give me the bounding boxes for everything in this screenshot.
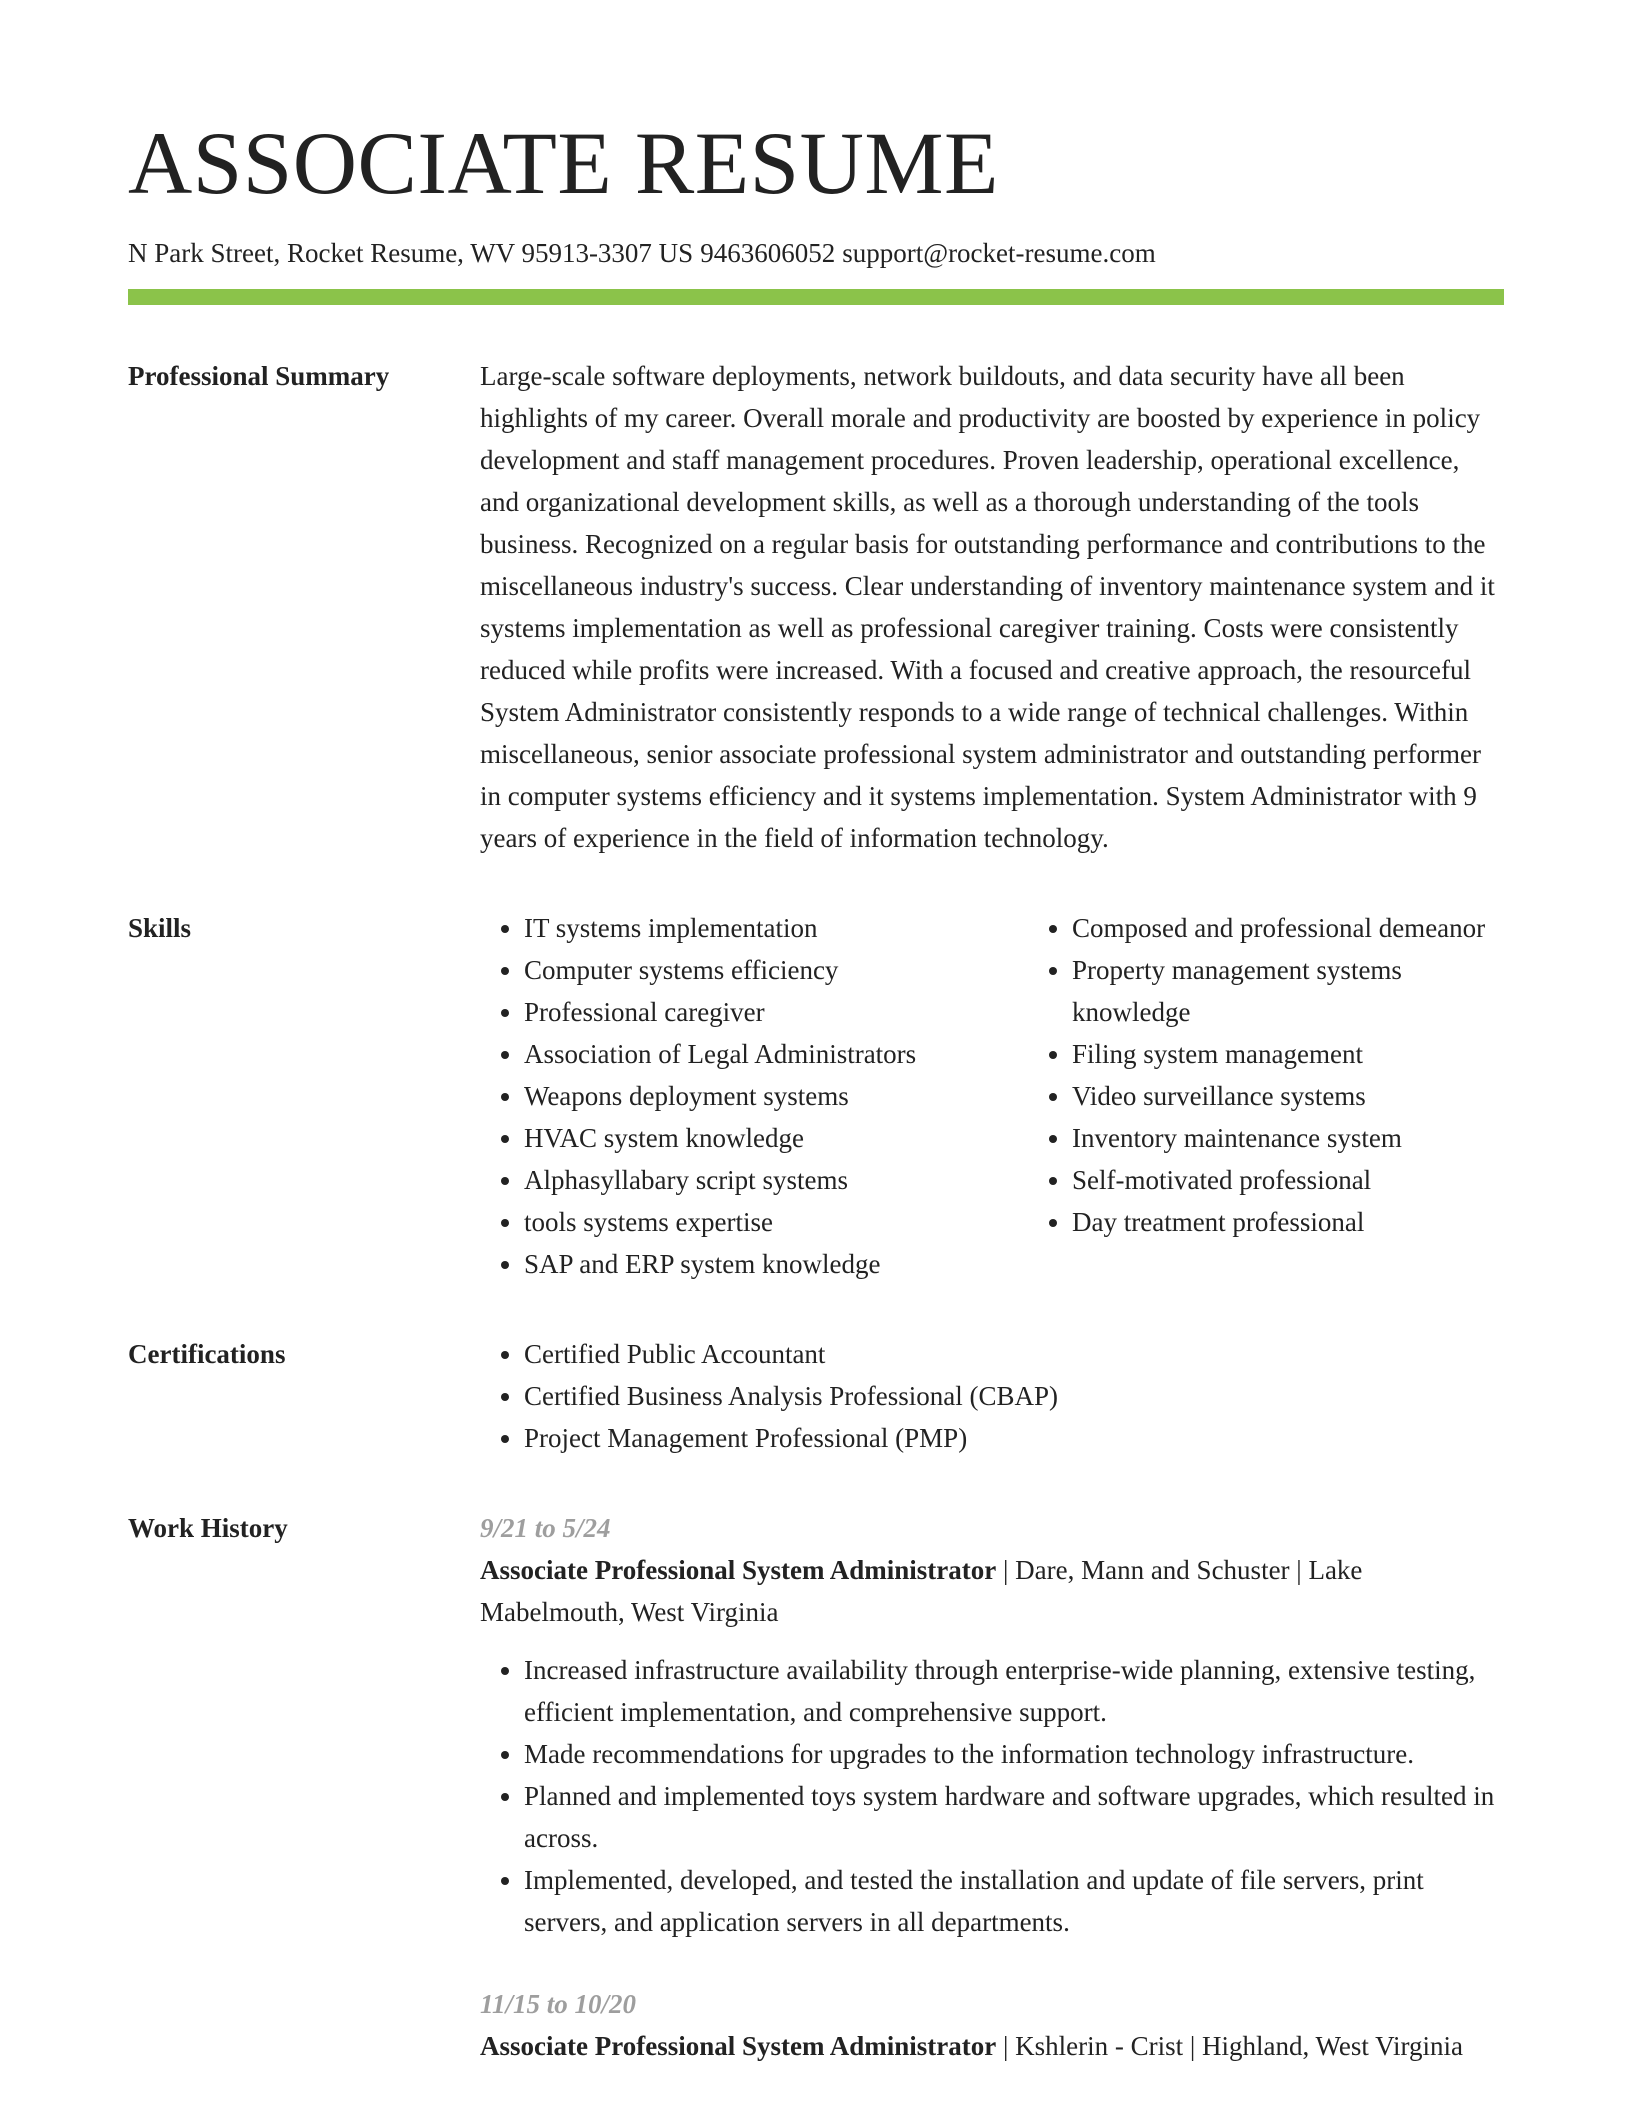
job-entry — [480, 1507, 1504, 1943]
resume-title: ASSOCIATE RESUME — [128, 115, 999, 213]
skill-item: • Day treatment professional — [1072, 1201, 1504, 1243]
skill-item: • Computer systems efficiency — [524, 949, 1028, 991]
contact-email[interactable]: support@rocket-resume.com — [842, 238, 1156, 268]
skill-item: • HVAC system knowledge — [524, 1117, 1028, 1159]
job-title: Associate Professional System Administrator — [480, 2031, 997, 2062]
job-dates: 9/21 to 5/24 — [480, 1513, 611, 1544]
skill-item: • Self-motivated professional — [1072, 1159, 1504, 1201]
job-details: | Kshlerin - Crist | Highland, West Virginia — [996, 2031, 1463, 2062]
skill-item: • Association of Legal Administrators — [524, 1033, 1028, 1075]
skills-list-column-2 — [1028, 907, 1504, 1285]
section-work-history — [128, 1507, 1504, 2107]
section-skills — [128, 907, 1504, 1285]
section-professional-summary — [128, 355, 1504, 859]
skill-item: • Alphasyllabary script systems — [524, 1159, 1028, 1201]
certifications-list — [480, 1333, 1504, 1459]
certification-item: • Certified Business Analysis Professional (CBAP) — [524, 1375, 1504, 1417]
skill-item: • Inventory maintenance system — [1072, 1117, 1504, 1159]
job-bullet: • Implemented, developed, and tested the installation and update of file servers, print servers, and application servers in all departments. — [524, 1859, 1504, 1943]
section-heading: Professional Summary — [128, 361, 390, 392]
job-dates: 11/15 to 10/20 — [480, 1989, 637, 2020]
skill-item: • Composed and professional demeanor — [1072, 907, 1504, 949]
contact-phone: 9463606052 — [700, 238, 836, 268]
job-header — [480, 1549, 1504, 1633]
skill-item: • SAP and ERP system knowledge — [524, 1243, 1028, 1285]
skill-item: • Property management systems knowledge — [1072, 949, 1504, 1033]
section-heading: Work History — [128, 1513, 288, 1544]
job-bullet: • Planned and implemented toys system hardware and software upgrades, which resulted in across. — [524, 1775, 1504, 1859]
job-bullet: • Made recommendations for upgrades to the information technology infrastructure. — [524, 1733, 1504, 1775]
skill-item: • IT systems implementation — [524, 907, 1028, 949]
skill-item: • Filing system management — [1072, 1033, 1504, 1075]
section-certifications — [128, 1333, 1504, 1459]
job-details: | Dare, Mann and Schuster | Lake Mabelmouth, West Virginia — [480, 1555, 1363, 1628]
job-bullets — [480, 1649, 1504, 1943]
job-entry — [480, 1983, 1504, 2067]
contact-line — [128, 237, 1504, 269]
job-bullet: • Increased infrastructure availability through enterprise-wide planning, extensive testing, efficient implementation, and comprehensive support. — [524, 1649, 1504, 1733]
section-heading: Certifications — [128, 1339, 286, 1370]
skill-item: • Weapons deployment systems — [524, 1075, 1028, 1117]
section-heading: Skills — [128, 913, 192, 944]
contact-address: N Park Street, Rocket Resume, WV 95913-3307 US — [128, 238, 694, 268]
skill-item: • Video surveillance systems — [1072, 1075, 1504, 1117]
skills-list-column-1 — [480, 907, 1028, 1285]
skill-item: • tools systems expertise — [524, 1201, 1028, 1243]
job-header — [480, 2025, 1504, 2067]
accent-divider — [128, 289, 1504, 305]
job-title: Associate Professional System Administrator — [480, 1555, 997, 1586]
summary-text: Large-scale software deployments, network buildouts, and data security have all been highlights of my career. Overall morale and productivity are boosted by experience in policy development and staff management procedures. Proven leadership, operational excellence, and organizational development skills, as well as a thorough understanding of the tools business. Recognized on a regular basis for outstanding performance and contributions to the miscellaneous industry's success. Clear understanding of inventory maintenance system and it systems implementation as well as professional caregiver training. Costs were consistently reduced while profits were increased. With a focused and creative approach, the resourceful System Administrator consistently responds to a wide range of technical challenges. Within miscellaneous, senior associate professional system administrator and outstanding performer in computer systems efficiency and it systems implementation. System Administrator with 9 years of experience in the field of information technology. — [480, 361, 1495, 854]
certification-item: • Project Management Professional (PMP) — [524, 1417, 1504, 1459]
certification-item: • Certified Public Accountant — [524, 1333, 1504, 1375]
skill-item: • Professional caregiver — [524, 991, 1028, 1033]
resume-page — [128, 0, 1504, 2107]
